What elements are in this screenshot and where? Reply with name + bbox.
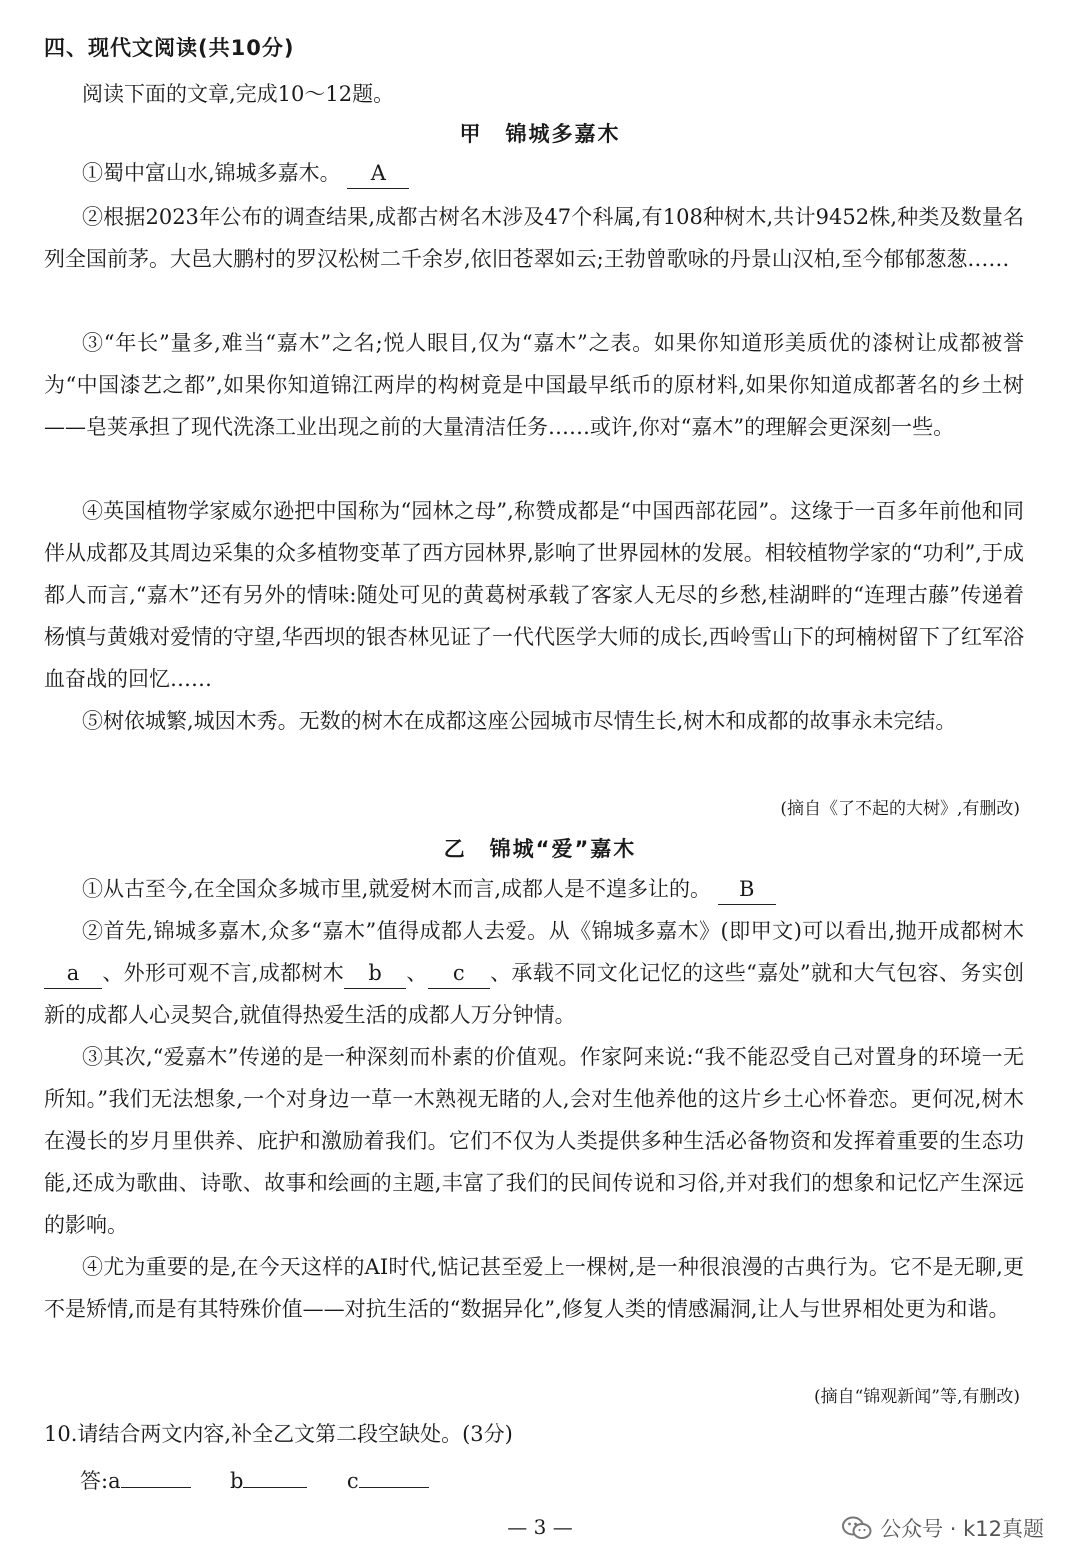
article-b-p2-part-1: ②首先,锦城多嘉木,众多“嘉木”值得成都人去爱。从《锦城多嘉木》(即甲文)可以看出,抛开成都树木 (82, 919, 1024, 943)
article-b-paragraph-1 (44, 868, 1024, 910)
answer-slot-c[interactable] (359, 1463, 429, 1488)
article-a-source: (摘自《了不起的大树》,有删改) (780, 799, 1020, 819)
article-b-paragraph-4: ④尤为重要的是,在今天这样的AI时代,惦记甚至爱上一棵树,是一种很浪漫的古典行为。它不是无聊,更不是矫情,而是有其特殊价值——对抗生活的“数据异化”,修复人类的情感漏洞,让人与世界相处更为和谐。 (44, 1255, 1024, 1321)
article-a-paragraph-3: ③“年长”量多,难当“嘉木”之名;悦人眼目,仅为“嘉木”之表。如果你知道形美质优的漆树让成都被誉为“中国漆艺之都”,如果你知道锦江两岸的构树竟是中国最早纸币的原材料,如果你知道成都著名的乡土树——皂荚承担了现代洗涤工业出现之前的大量清洁任务……或许,你对“嘉木”的理解会更深刻一些。 (44, 331, 1024, 439)
article-b-p2-separator: 、 (406, 961, 428, 985)
answer-line (80, 1463, 429, 1495)
wechat-icon (842, 1515, 872, 1541)
blank-A: A (347, 158, 409, 189)
question-10: 10.请结合两文内容,补全乙文第二段空缺处。(3分) (44, 1422, 513, 1446)
article-a-paragraph-4: ④英国植物学家威尔逊把中国称为“园林之母”,称赞成都是“中国西部花园”。这缘于一百多年前他和同伴从成都及其周边采集的众多植物变革了西方园林界,影响了世界园林的发展。相较植物学家的“功利”,于成都人而言,“嘉木”还有另外的情味:随处可见的黄葛树承载了客家人无尽的乡愁,桂湖畔的“连理古藤”传递着杨慎与黄娥对爱情的守望,华西坝的银杏林见证了一代代医学大师的成长,西岭雪山下的珂楠树留下了红军浴血奋战的回忆…… (44, 499, 1024, 691)
article-b-paragraph-3: ③其次,“爱嘉木”传递的是一种深刻而朴素的价值观。作家阿来说:“我不能忍受自己对置身的环境一无所知。”我们无法想象,一个对身边一草一木熟视无睹的人,会对生他养他的这片乡土心怀眷恋。更何况,树木在漫长的岁月里供养、庇护和激励着我们。它们不仅为人类提供多种生活必备物资和发挥着重要的生态功能,还成为歌曲、诗歌、故事和绘画的主题,丰富了我们的民间传说和习俗,并对我们的想象和记忆产生深远的影响。 (44, 1045, 1024, 1237)
answer-slot-b[interactable] (243, 1463, 307, 1488)
page-number: — 3 — (507, 1515, 573, 1539)
blank-c: c (428, 958, 490, 989)
article-a-paragraph-2: ②根据2023年公布的调查结果,成都古树名木涉及47个科属,有108种树木,共计9452株,种类及数量名列全国前茅。大邑大鹏村的罗汉松树二千余岁,依旧苍翠如云;王勃曾歌咏的丹景山汉柏,至今郁郁葱葱…… (44, 205, 1024, 271)
blank-a: a (44, 958, 102, 989)
article-b-source: (摘自“锦观新闻”等,有删改) (813, 1387, 1020, 1407)
article-b-p1-text: ①从古至今,在全国众多城市里,就爱树木而言,成都人是不遑多让的。 (82, 877, 712, 901)
article-a-title: 甲 锦城多嘉木 (459, 122, 621, 146)
answer-label-c: c (346, 1469, 359, 1493)
blank-b: b (344, 958, 406, 989)
answer-label-b: b (229, 1469, 244, 1493)
article-a-paragraph-1 (44, 152, 1024, 194)
article-b-p2-part-3: 、承载不同文化记忆的这些“嘉处”就和大气包容、务实创新的成都人心灵契合,就值得热爱生活的成都人万分钟情。 (44, 961, 1024, 1027)
article-b-title: 乙 锦城“爱”嘉木 (443, 837, 637, 861)
article-a-paragraph-5: ⑤树依城繁,城因木秀。无数的树木在成都这座公园城市尽情生长,树木和成都的故事永未完结。 (82, 709, 957, 733)
watermark-text: 公众号 · k12真题 (880, 1517, 1044, 1541)
answer-label-a: a (108, 1469, 121, 1493)
answer-prefix: 答: (80, 1469, 109, 1493)
article-b-paragraph-2 (44, 910, 1024, 1036)
answer-slot-a[interactable] (121, 1463, 191, 1488)
article-b-p2-part-2: 、外形可观不言,成都树木 (102, 961, 345, 985)
article-a-p1-text: ①蜀中富山水,锦城多嘉木。 (82, 161, 341, 185)
instruction: 阅读下面的文章,完成10～12题。 (82, 82, 395, 106)
section-title: 四、现代文阅读(共10分) (44, 36, 295, 60)
blank-B: B (718, 874, 776, 905)
watermark (842, 1513, 1044, 1543)
